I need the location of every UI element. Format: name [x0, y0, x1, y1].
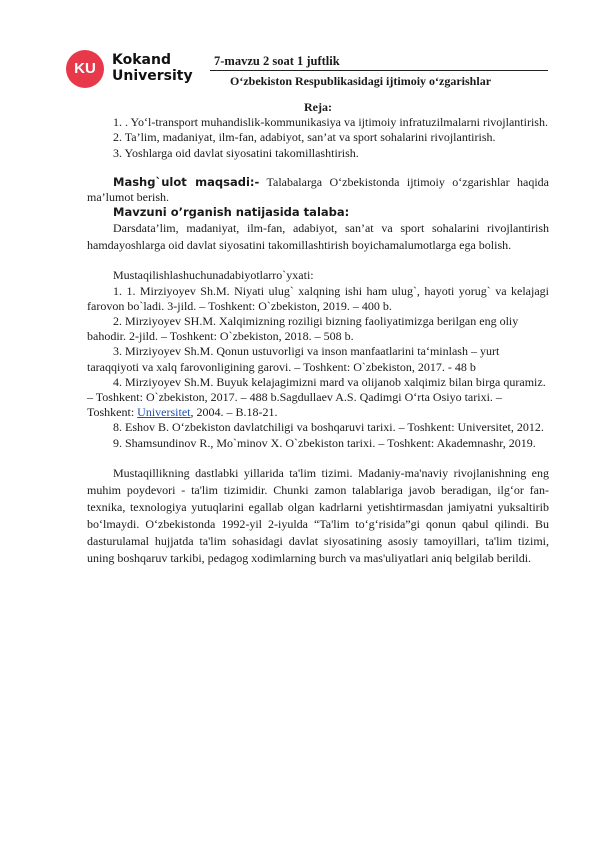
- result-heading: Mavzuni o’rganish natijasida talaba:: [113, 205, 350, 220]
- universitet-link[interactable]: Universitet: [137, 405, 191, 420]
- body-paragraph: Mustaqillikning dastlabki yillarida ta'lim tizimi. Madaniy-ma'naviy rivojlanishning eng muhim poydevori - ta'lim tizimidir. Chunki zamon talablariga javob beradigan, ilg‘or fan-texnika, texnologiya yutuqlarini egallab olgan kadrlarni yetishtirmasdan jamiyatni yuksaltirib bo‘lmaydi. O‘zbekistonda 1992-yil 2-iyulda “Ta'lim to‘g‘risida”gi qonun qabul qilindi. Bu dasturulamal hujjatda ta'lim sohasidagi davlat siyosatining asosiy tamoyillari, ta'lim tizimi, uning boshqaruv tarkibi, pedagog xodimlarning burch va mas'uliyatlari aniq belgilab berildi.: [87, 465, 549, 565]
- goal-label: Mashg`ulot maqsadi:-: [113, 174, 260, 189]
- goal-paragraph: [87, 175, 549, 205]
- logo-wordmark: [112, 52, 193, 84]
- literature-item-4: [87, 375, 549, 421]
- university-logo: [66, 50, 206, 90]
- logo-line-2: University: [112, 68, 193, 84]
- goal-text: Talabalarga O‘zbekistonda ijtimoiy o‘zgarishlar haqida ma’lumot berish.: [87, 174, 549, 205]
- lesson-title: 7-mavzu 2 soat 1 juftlik: [214, 54, 340, 68]
- literature-item-1: 1. 1. Mirziyoyev Sh.M. Niyati ulug` xalqning ishi ham ulug`, hayoti yorug` va kelajagi farovon bo`ladi. 3-jild. – Toshkent: O`zbekiston, 2019. – 400 b.: [87, 283, 549, 313]
- literature-item-2: 2. Mirziyoyev SH.M. Xalqimizning roziligi bizning faoliyatimizga berilgan eng oliy bahodir. 2-jild. – Toshkent: O`zbekiston, 2018. – 508 b.: [87, 314, 519, 344]
- result-text: Darsdata’lim, madaniyat, ilm-fan, adabiyot, san’at va sport sohalarini rivojlantirish hamdayoshlarga oid davlat siyosatini takomillashtirish boyichamalumotlarga ega bolish.: [87, 221, 549, 253]
- header-divider: [210, 70, 548, 71]
- document-body: [87, 100, 549, 567]
- literature-item-4-text: 4. Mirziyoyev Sh.M. Buyuk kelajagimizni mard va olijanob xalqimiz bilan birga quramiz. – Toshkent: O`zbekiston, 2017. – 488 b.Sagdullaev A.S. Qadimgi O‘rta Osiyo tarixi. – Toshkent:: [87, 374, 546, 420]
- logo-line-1: Kokand: [112, 52, 171, 68]
- literature-item-8: 8. Eshov B. O‘zbekiston davlatchiligi va boshqaruvi tarixi. – Toshkent: Universitet, 2012.: [113, 420, 544, 435]
- literature-heading: Mustaqilishlashuchunadabiyotlarro`yxati:: [113, 268, 314, 283]
- plan-item-1: 1. . Yo‘l-transport muhandislik-kommunikasiya va ijtimoiy infratuzilmalarni rivojlantirish.: [113, 115, 548, 130]
- plan-item-2: 2. Ta’lim, madaniyat, ilm-fan, adabiyot, san’at va sport sohalarini rivojlantirish.: [113, 130, 496, 145]
- literature-item-4-tail: , 2004. – B.18-21.: [190, 405, 278, 420]
- lesson-subtitle: O‘zbekiston Respublikasidagi ijtimoiy o‘zgarishlar: [230, 74, 492, 88]
- literature-item-9: 9. Shamsundinov R., Mo`minov X. O`zbekiston tarixi. – Toshkent: Akademnashr, 2019.: [113, 435, 536, 450]
- plan-item-3: 3. Yoshlarga oid davlat siyosatini takomillashtirish.: [113, 145, 359, 160]
- plan-heading: Reja:: [304, 100, 332, 114]
- logo-mark: KU: [66, 50, 104, 88]
- literature-item-3: 3. Mirziyoyev Sh.M. Qonun ustuvorligi va inson manfaatlarini ta‘minlash – yurt taraqqiyoti va xalq farovonligining garovi. – Toshkent: O`zbekiston, 2017. - 48 b: [87, 344, 500, 374]
